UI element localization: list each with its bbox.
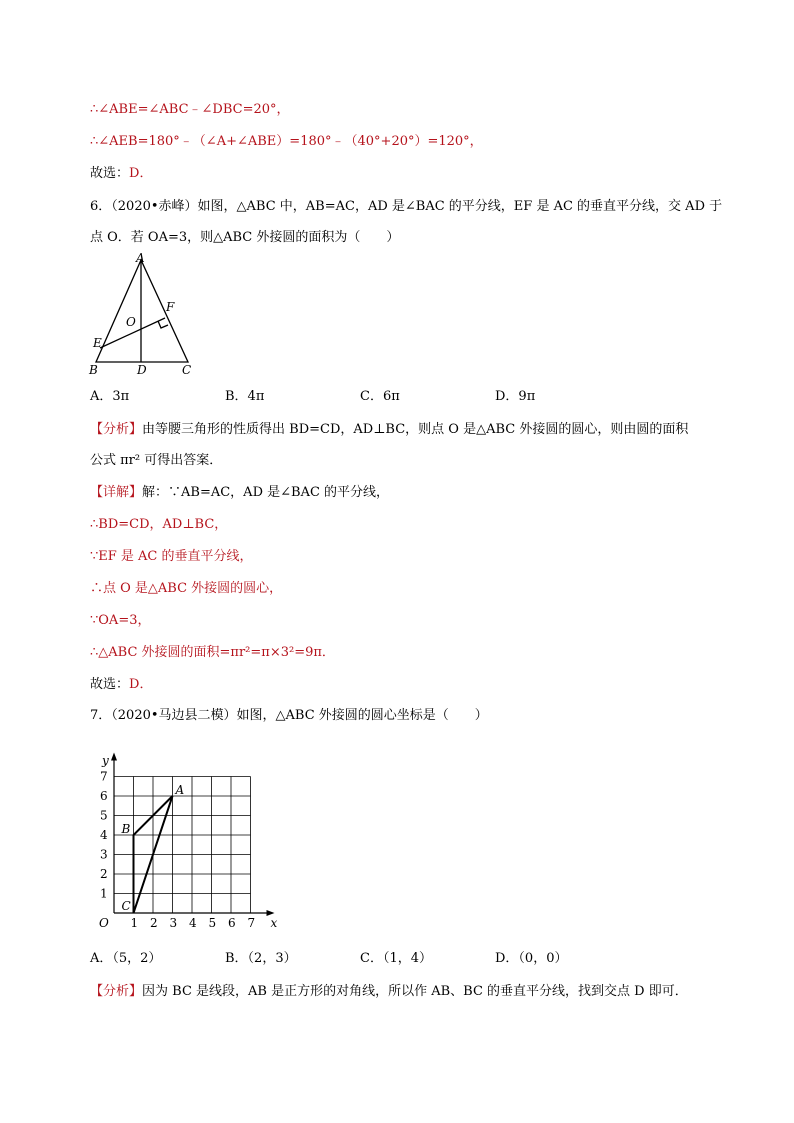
label-a: A [136,251,145,265]
x-tick-label: 5 [208,916,217,930]
analysis-text: 因为 BC 是线段，AB 是正方形的对角线，所以作 AB、BC 的垂直平分线，找到交点 D 即可． [142,984,688,999]
q7-analysis [90,983,688,1001]
label-c: C [182,363,192,377]
label-f: F [166,300,175,314]
analysis-text: 由等腰三角形的性质得出 BD=CD，AD⊥BC，则点 O 是△ABC 外接圆的圆心，则由圆的面积 [142,422,689,437]
y-tick-label: 4 [100,828,108,842]
detail-text: 解：∵AB=AC，AD 是∠BAC 的平分线， [142,485,390,500]
q7-option-c: C．（1，4） [360,951,432,966]
x-tick-label: 4 [189,916,197,930]
point-label-c: C [121,899,131,913]
x-tick-label: 1 [130,916,139,930]
q7-options [90,950,650,968]
analysis-tag: 【分析】 [90,422,143,437]
label-d: D [137,363,147,377]
q7-option-b: B．（2，3） [225,951,297,966]
q6-detail-line-3: ∵EF 是 AC 的垂直平分线， [90,549,253,564]
q6-analysis-line-2: 公式 πr² 可得出答案． [90,453,223,468]
x-tick-label: 6 [228,916,236,930]
q7-coordinate-grid [88,738,288,933]
q6-stem-line-2: 点 O．若 OA=3，则△ABC 外接圆的面积为（ ） [90,230,400,245]
answer-prefix: 故选： [90,166,130,181]
x-tick-label: 3 [169,916,178,930]
y-tick-label: 7 [100,769,108,784]
q6-answer [90,676,152,694]
y-tick-label: 2 [100,867,108,881]
y-axis-label: y [102,753,109,768]
q6-detail-line-1 [90,484,389,502]
point-label-a: A [175,783,185,797]
q7-option-a: A．（5，2） [90,951,162,966]
q6-triangle-figure [86,250,206,380]
q6-analysis-line-1 [90,421,688,439]
q7-option-d: D．（0，0） [495,951,568,966]
y-tick-label: 1 [100,886,108,901]
x-tick-label: 2 [150,916,158,930]
y-tick-label: 5 [100,808,108,823]
x-tick-label: 7 [247,916,256,930]
y-tick-label: 3 [100,847,108,862]
analysis-tag: 【分析】 [90,984,143,999]
y-tick-label: 6 [100,789,108,803]
q6-detail-line-2: ∴BD=CD，AD⊥BC， [90,517,228,532]
q6-stem-line-1: 6．（2020•赤峰）如图，△ABC 中，AB=AC，AD 是∠BAC 的平分线，EF 是 AC 的垂直平分线，交 AD 于 [90,199,723,214]
right-angle-mark [158,321,168,328]
q7-stem: 7．（2020•马边县二模）如图，△ABC 外接圆的圆心坐标是（ ） [90,708,488,723]
label-o: O [126,315,136,329]
label-b: B [89,363,98,377]
detail-tag: 【详解】 [90,485,143,500]
prev-answer [90,165,152,183]
q6-options [90,388,650,406]
origin-label: O [99,916,109,930]
q6-detail-line-4: ∴点 O 是△ABC 外接圆的圆心， [90,581,283,596]
answer-prefix: 故选： [90,677,130,692]
answer-value: D． [129,166,153,181]
point-label-b: B [121,822,131,836]
prev-solution-line-1: ∴∠ABE=∠ABC﹣∠DBC=20°， [90,102,290,117]
q6-option-d: D．9π [495,389,536,404]
q6-option-c: C．6π [360,389,400,404]
q6-option-b: B．4π [225,389,265,404]
q6-option-a: A．3π [90,389,130,404]
y-axis-arrow-icon [111,753,117,761]
answer-value: D． [129,677,153,692]
prev-solution-line-2: ∴∠AEB=180°﹣（∠A+∠ABE）=180°﹣（40°+20°）=120°， [90,134,483,149]
q6-detail-line-5: ∵OA=3， [90,613,151,628]
q6-detail-line-6: ∴△ABC 外接圆的面积=πr²=π×3²=9π． [90,645,335,660]
x-axis-label: x [270,916,278,930]
label-e: E [93,336,102,350]
